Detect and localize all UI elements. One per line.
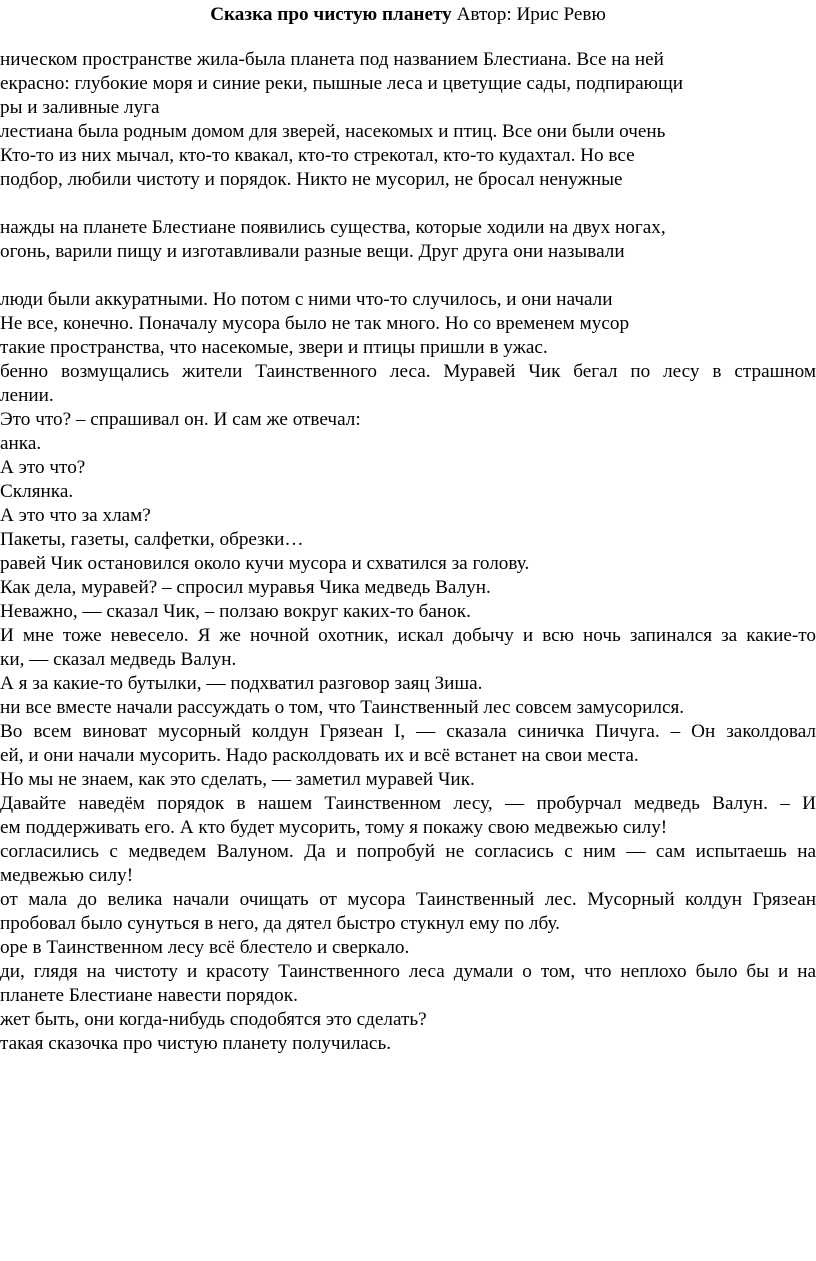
text-line: екрасно: глубокие моря и синие реки, пышные леса и цветущие сады, подпирающи	[0, 73, 684, 94]
text-line: Склянка.	[0, 481, 74, 502]
text-line: анка.	[0, 433, 42, 454]
text-line: А это что?	[0, 457, 86, 478]
text-line: ем поддерживать его. А кто будет мусорить, тому я покажу свою медвежью силу!	[0, 817, 668, 838]
text-line: лении.	[0, 385, 54, 406]
text-line: Неважно, — сказал Чик, – ползаю вокруг каких-то банок.	[0, 601, 471, 622]
text-line: Кто-то из них мычал, кто-то квакал, кто-то стрекотал, кто-то кудахтал. Но все	[0, 145, 635, 166]
text-line: бенно возмущались жители Таинственного леса. Муравей Чик бегал по лесу в страшном	[0, 361, 816, 382]
text-line: ническом пространстве жила-была планета под названием Блестиана. Все на ней	[0, 49, 664, 70]
text-line: Это что? – спрашивал он. И сам же отвечал:	[0, 409, 361, 430]
text-line: планете Блестиане навести порядок.	[0, 985, 298, 1006]
text-line: ки, — сказал медведь Валун.	[0, 649, 237, 670]
text-line: лестиана была родным домом для зверей, насекомых и птиц. Все они были очень	[0, 121, 666, 142]
text-line: такие пространства, что насекомые, звери и птицы пришли в ужас.	[0, 337, 548, 358]
text-line: А я за какие-то бутылки, — подхватил разговор заяц Зиша.	[0, 673, 483, 694]
text-line: оре в Таинственном лесу всё блестело и сверкало.	[0, 937, 410, 958]
text-line: нажды на планете Блестиане появились существа, которые ходили на двух ногах,	[0, 217, 666, 238]
text-line: Пакеты, газеты, салфетки, обрезки…	[0, 529, 304, 550]
text-line: ни все вместе начали рассуждать о том, что Таинственный лес совсем замусорился.	[0, 697, 685, 718]
text-line: Во всем виноват мусорный колдун Грязеан I, — сказала синичка Пичуга. – Он заколдовал	[0, 721, 816, 742]
document-title	[0, 3, 816, 27]
text-line: люди были аккуратными. Но потом с ними что-то случилось, и они начали	[0, 289, 613, 310]
story-title: Сказка про чистую планету	[210, 4, 452, 25]
text-line: медвежью силу!	[0, 865, 134, 886]
text-line: подбор, любили чистоту и порядок. Никто не мусорил, не бросал ненужные	[0, 169, 623, 190]
text-line: Как дела, муравей? – спросил муравья Чика медведь Валун.	[0, 577, 491, 598]
text-line: пробовал было сунуться в него, да дятел быстро стукнул ему по лбу.	[0, 913, 560, 934]
text-line: Давайте наведём порядок в нашем Таинственном лесу, — пробурчал медведь Валун. – И	[0, 793, 816, 814]
text-line: ей, и они начали мусорить. Надо расколдовать их и всё встанет на свои места.	[0, 745, 639, 766]
text-line: согласились с медведем Валуном. Да и попробуй не согласись с ним — сам испытаешь на	[0, 841, 816, 862]
text-line: Не все, конечно. Поначалу мусора было не так много. Но со временем мусор	[0, 313, 630, 334]
text-line: ры и заливные луга	[0, 97, 160, 118]
text-line: от мала до велика начали очищать от мусора Таинственный лес. Мусорный колдун Грязеан	[0, 889, 816, 910]
text-line: равей Чик остановился около кучи мусора и схватился за голову.	[0, 553, 530, 574]
text-line: огонь, варили пищу и изготавливали разные вещи. Друг друга они называли	[0, 241, 625, 262]
text-line: А это что за хлам?	[0, 505, 151, 526]
text-line: Но мы не знаем, как это сделать, — заметил муравей Чик.	[0, 769, 475, 790]
text-line: жет быть, они когда-нибудь сподобятся это сделать?	[0, 1009, 427, 1030]
text-line: И мне тоже невесело. Я же ночной охотник, искал добычу и всю ночь запинался за какие-то	[0, 625, 816, 646]
author-line: Автор: Ирис Ревю	[451, 4, 606, 25]
text-line: такая сказочка про чистую планету получилась.	[0, 1033, 391, 1054]
text-line: ди, глядя на чистоту и красоту Таинственного леса думали о том, что неплохо было бы и на	[0, 961, 816, 982]
